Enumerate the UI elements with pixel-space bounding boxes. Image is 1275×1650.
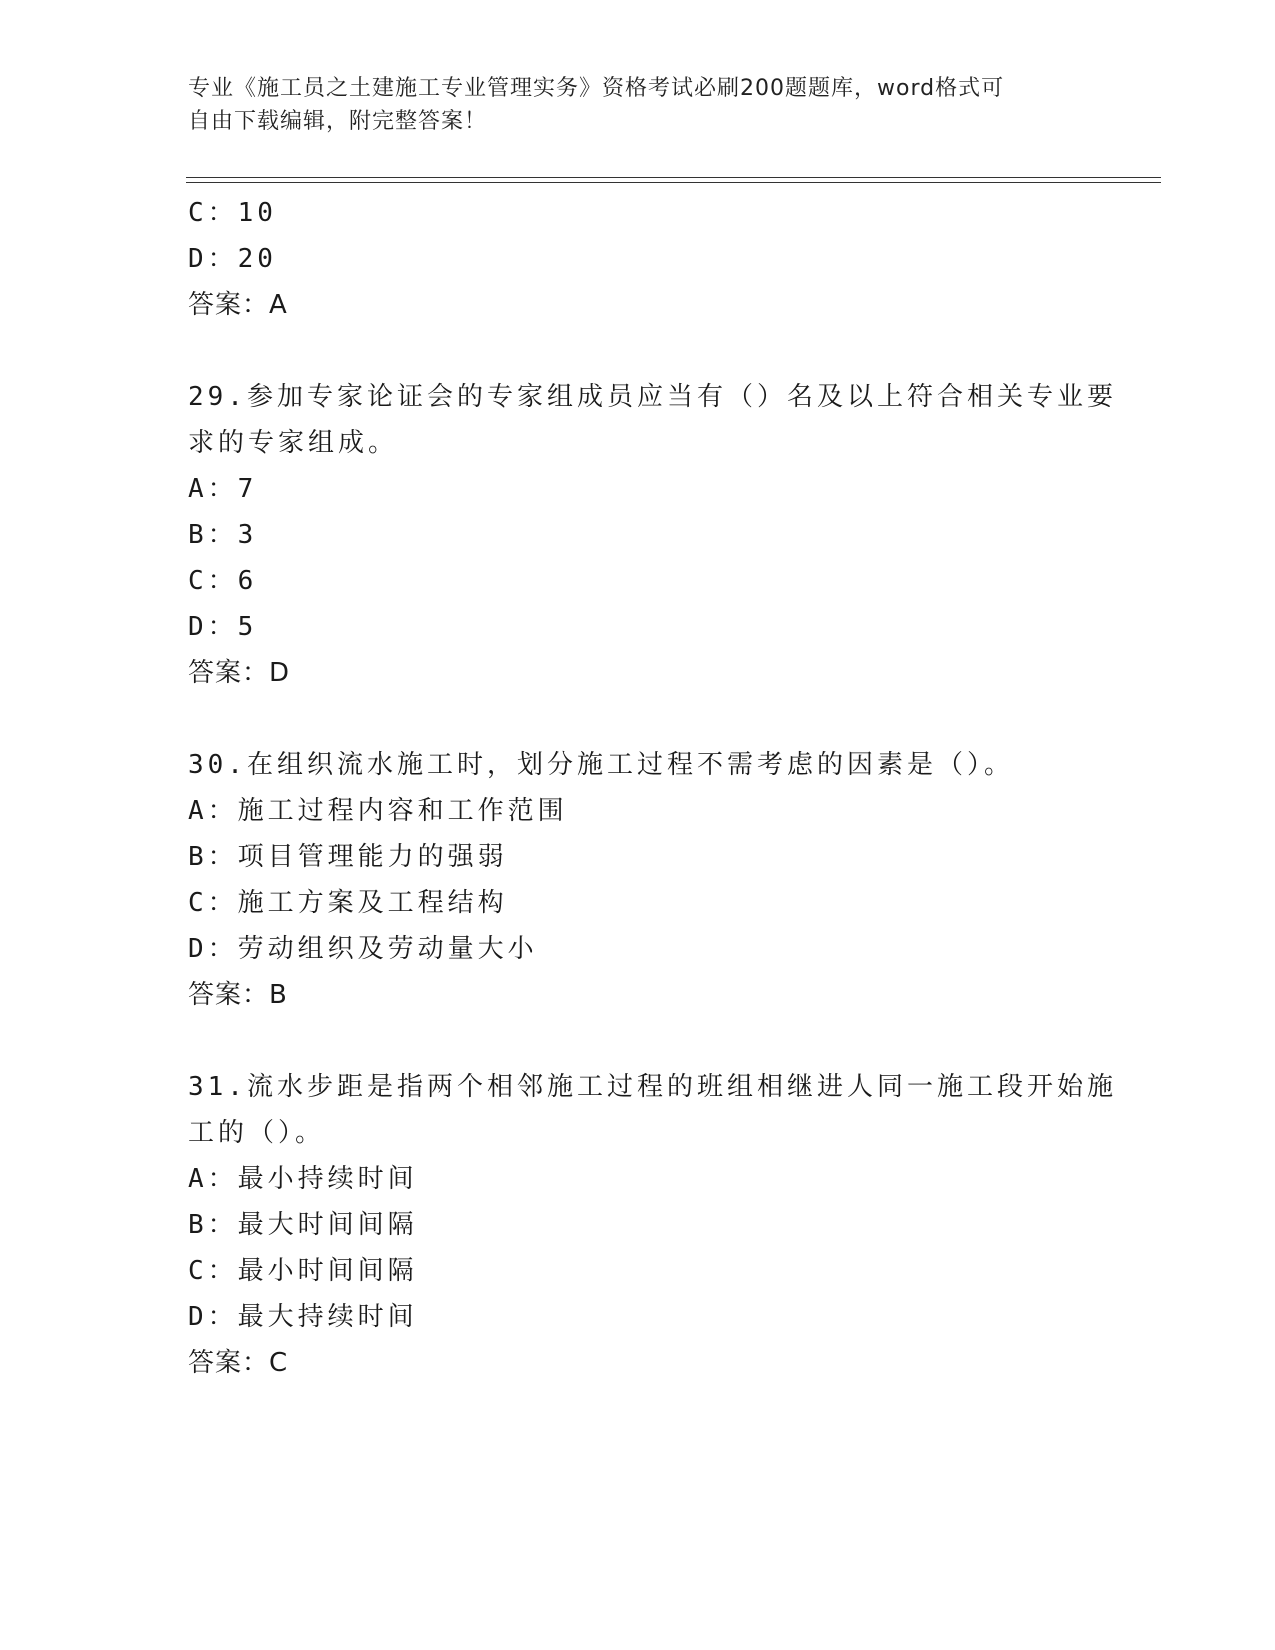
option-c: C：施工方案及工程结构 [188,888,508,918]
answer: 答案：C [188,1348,289,1378]
question-28-tail [188,190,1088,328]
header-rule-bottom [186,182,1161,183]
header-rule-top [186,177,1161,178]
question-31 [188,1064,1117,1386]
option-c: C：最小时间间隔 [188,1256,418,1286]
option-a: A：最小持续时间 [188,1164,418,1194]
question-list [188,190,1117,1386]
answer: 答案：B [188,980,288,1010]
option-d: D：5 [188,612,258,642]
option-d: D：最大持续时间 [188,1302,418,1332]
question-stem: 29.参加专家论证会的专家组成员应当有（）名及以上符合相关专业要 [188,382,1117,412]
option-b: B：最大时间间隔 [188,1210,418,1240]
option-d: D：劳动组织及劳动量大小 [188,934,538,964]
document-header [188,72,1088,138]
option-b: B：项目管理能力的强弱 [188,842,508,872]
question-stem: 31.流水步距是指两个相邻施工过程的班组相继进人同一施工段开始施 [188,1072,1117,1102]
question-29 [188,374,1117,696]
header-line-1: 专业《施工员之土建施工专业管理实务》资格考试必刷200题题库，word格式可 [188,76,1005,101]
question-stem-cont: 求的专家组成。 [188,428,399,458]
question-stem-cont: 工的（）。 [188,1118,326,1148]
option-c: C：6 [188,566,258,596]
option-b: B：3 [188,520,258,550]
option-c: C：10 [188,198,277,228]
question-stem: 30.在组织流水施工时，划分施工过程不需考虑的因素是（）。 [188,750,1014,780]
answer: 答案：A [188,290,288,320]
option-a: A：施工过程内容和工作范围 [188,796,568,826]
option-a: A：7 [188,474,258,504]
answer: 答案：D [188,658,291,688]
question-30 [188,742,1088,1018]
option-d: D：20 [188,244,277,274]
header-line-2: 自由下载编辑，附完整答案！ [188,109,488,134]
